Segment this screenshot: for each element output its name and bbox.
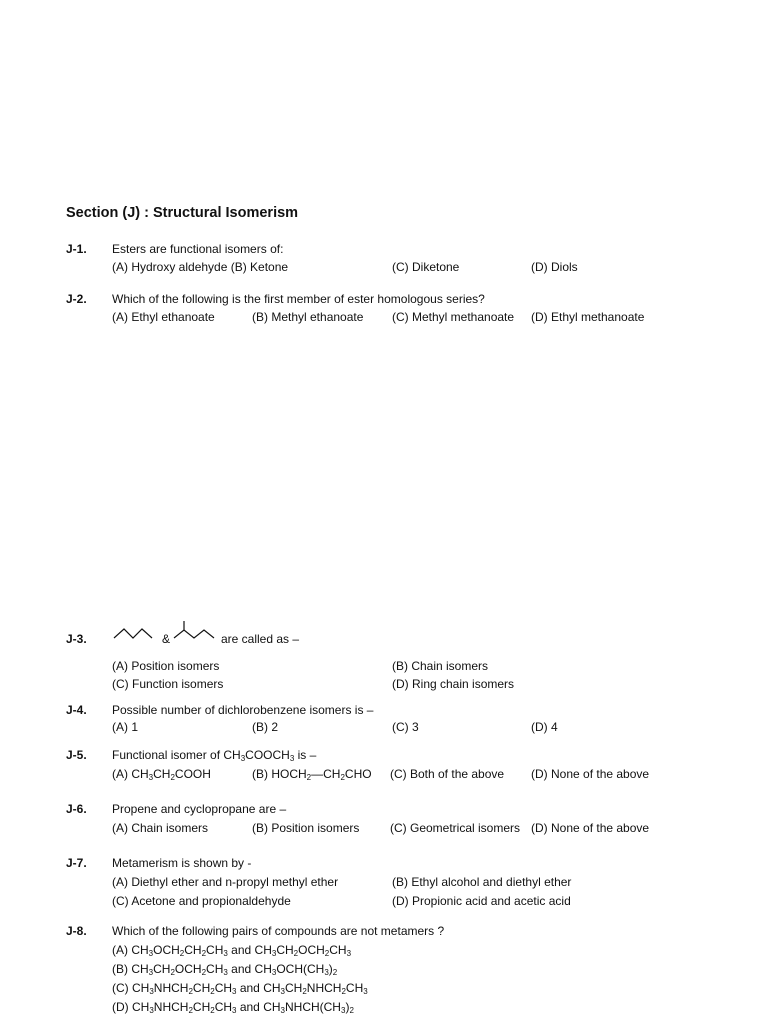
option-b: (B) Position isomers <box>252 821 360 835</box>
option-a: (A) Chain isomers <box>112 821 209 835</box>
isobutane-skeletal-structure <box>112 624 160 644</box>
option-c: (C) 3 <box>392 720 419 734</box>
option-c: (C) Both of the above <box>390 767 505 781</box>
option-d: (D) None of the above <box>531 821 650 835</box>
question-number: J-5. <box>66 748 87 762</box>
question-text: Esters are functional isomers of: <box>112 242 284 256</box>
option-b: (B) $CH_3CH_2OCH_2CH_3$ and $CH_3OCH(CH_3)_2$ <box>112 962 338 977</box>
option-a: (A) Diethyl ether and n-propyl methyl ether <box>112 875 339 889</box>
question-number: J-6. <box>66 802 87 816</box>
option-d: (D) Ring chain isomers <box>392 677 515 691</box>
option-c: (C) $CH_3NHCH_2CH_2CH_3$ and $CH_3CH_2NHCH_2CH_3$ <box>112 981 368 996</box>
option-d: (D) None of the above <box>531 767 650 781</box>
option-b: (B) Ethyl alcohol and diethyl ether <box>392 875 572 889</box>
question-number: J-1. <box>66 242 87 256</box>
option-a-b: (A) Hydroxy aldehyde (B) Ketone <box>112 260 289 274</box>
question-text: Propene and cyclopropane are – <box>112 802 287 816</box>
option-d: (D) Diols <box>531 260 578 274</box>
question-number: J-8. <box>66 924 87 938</box>
question-number: J-2. <box>66 292 87 306</box>
section-title: Section (J) : Structural Isomerism <box>66 205 299 221</box>
question-text: Which of the following is the first member of ester homologous series? <box>112 292 485 306</box>
option-c: (C) Function isomers <box>112 677 224 691</box>
option-c: (C) Methyl methanoate <box>392 310 515 324</box>
question-text: Which of the following pairs of compounds are not metamers ? <box>112 924 445 938</box>
ampersand: & <box>162 632 171 646</box>
option-a: (A) $CH_3OCH_2CH_2CH_3$ and $CH_3CH_2OCH_2CH_3$ <box>112 943 352 958</box>
option-d: (D) 4 <box>531 720 558 734</box>
option-b: (B) $HOCH_2—CH_2CHO$ <box>252 767 372 782</box>
option-c: (C) Acetone and propionaldehyde <box>112 894 291 908</box>
option-c: (C) Geometrical isomers <box>390 821 521 835</box>
question-number: J-7. <box>66 856 87 870</box>
option-b: (B) Methyl ethanoate <box>252 310 364 324</box>
option-b: (B) Chain isomers <box>392 659 489 673</box>
question-number: J-3. <box>66 632 87 646</box>
isopentane-skeletal-structure <box>172 620 220 644</box>
question-text: Functional isomer of $CH_3COOCH_3$ is – <box>112 748 317 763</box>
option-d: (D) Propionic acid and acetic acid <box>392 894 571 908</box>
option-a: (A) Ethyl ethanoate <box>112 310 215 324</box>
question-text: Metamerism is shown by - <box>112 856 252 870</box>
option-d: (D) Ethyl methanoate <box>531 310 645 324</box>
question-number: J-4. <box>66 703 87 717</box>
question-text: are called as – <box>221 632 300 646</box>
option-b: (B) 2 <box>252 720 279 734</box>
question-text: Possible number of dichlorobenzene isomers is – <box>112 703 374 717</box>
option-c: (C) Diketone <box>392 260 460 274</box>
option-a: (A) Position isomers <box>112 659 220 673</box>
option-a: (A) $CH_3CH_2COOH$ <box>112 767 211 782</box>
option-d: (D) $CH_3NHCH_2CH_2CH_3$ and $CH_3NHCH(CH_3)_2$ <box>112 1000 354 1015</box>
option-a: (A) 1 <box>112 720 139 734</box>
